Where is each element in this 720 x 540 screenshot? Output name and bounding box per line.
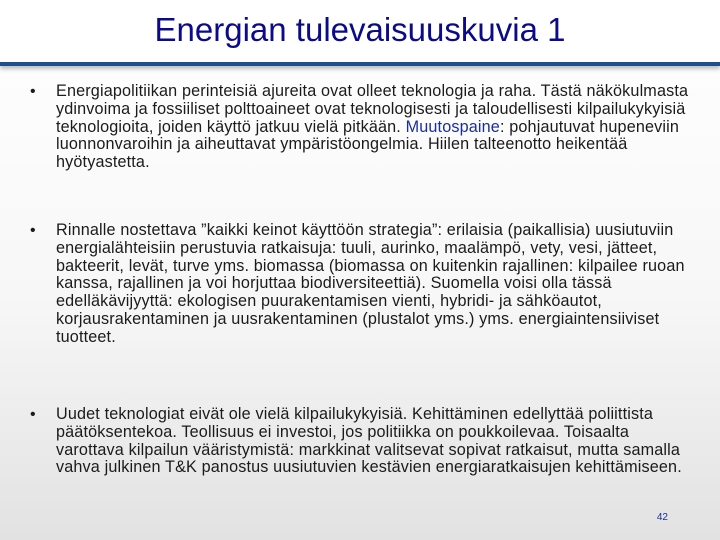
- highlighted-term: Muutospaine: [405, 117, 500, 136]
- bullet-dot-icon: •: [30, 83, 36, 100]
- bullet-text: [56, 83, 696, 172]
- bullet-item: [26, 83, 696, 172]
- page-number: 42: [656, 512, 668, 523]
- bullet-text: Rinnalle nostettava ”kaikki keinot käyttöön strategia”: erilaisia (paikallisia) uusiutuviin energialähteisiin perustuvia ratkaisuja: tuuli, aurinko, maalämpö, vety, vesi, jätteet, bakteerit, levät, turve yms. biomassa (biomassa on kuitenkin rajallinen: kilpailee ruoan kanssa, rajallinen ja voi horjuttaa biodiversiteettiä). Suomella voisi olla tässä edelläkävijyyttä: ekologisen puurakentamisen vienti, hybridi- ja sähköautot, korjausrakentaminen ja uusrakentaminen (plustalot yms.) yms. energiaintensiiviset tuotteet.: [56, 221, 685, 346]
- bullet-dot-icon: •: [30, 222, 36, 239]
- bullet-item: [26, 406, 696, 477]
- bullet-text-part: Energiapolitiikan perinteisiä ajureita ovat olleet teknologia ja raha. Tästä näkökulmasta ydinvoima ja fossiiliset polttoaineet ovat teknologisesti ja taloudellisesti kilpailukykyisiä teknologioita, joiden käyttö jatkuu vielä pitkään.: [56, 82, 689, 136]
- bullet-dot-icon: •: [30, 406, 36, 423]
- slide-title: Energian tulevaisuuskuvia 1: [154, 11, 566, 48]
- title-bar: [0, 0, 720, 66]
- bullet-item: [26, 222, 696, 347]
- bullet-text-part: : pohjautuvat hupeneviin luonnonvaroihin ja aiheuttavat ympäristöongelmia. Hiilen talteenotto heikentää hyötyastetta.: [56, 117, 680, 172]
- bullet-text: Uudet teknologiat eivät ole vielä kilpailukykyisiä. Kehittäminen edellyttää poliittista päätöksentekoa. Teollisuus ei investoi, jos politiikka on poukkoilevaa. Toisaalta varottava kilpailun vääristymistä: markkinat valitsevat sopivat ratkaisut, mutta samalla vahva julkinen T&K panostus uusiutuvien kestävien energiaratkaisujen kehittämiseen.: [56, 405, 682, 477]
